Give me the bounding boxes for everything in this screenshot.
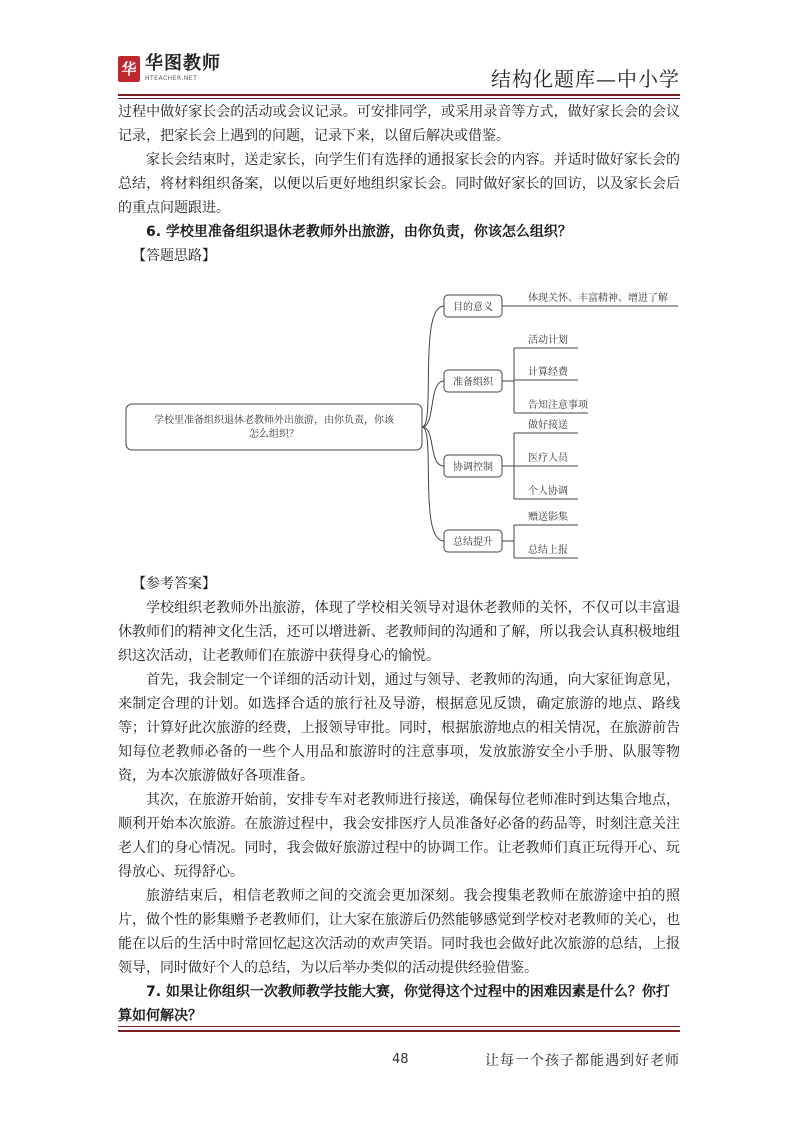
- section-tag-thinking: 【答题思路】: [132, 248, 216, 264]
- mindmap-center-line2: 怎么组织？: [249, 429, 299, 440]
- mindmap-branch-summary-label: 总结提升: [453, 537, 493, 548]
- paragraph: 家长会结束时，送走家长，向学生们有选择的通报家长会的内容。并适时做好家长会的总结，将材料组织备案，以便以后更好地组织家长会。同时做好家长的回访，以及家长会后的重点问题跟进。: [118, 152, 680, 216]
- document-title: 结构化题库—中小学: [491, 67, 680, 91]
- answer-paragraph-3: 其次，在旅游开始前，安排专车对老教师进行接送，确保每位老师准时到达集合地点，顺利开始本次旅游。在旅游过程中，我会安排医疗人员准备好必备的药品等，时刻注意关注老人们的身心情况。同时，我会做好旅游过程中的协调工作。让老教师们真正玩得开心、玩得放心、玩得舒心。: [118, 792, 680, 880]
- page-content: [118, 100, 680, 1028]
- mindmap-leaf-medical: 医疗人员: [528, 453, 568, 464]
- logo-icon: 华: [118, 56, 140, 82]
- mindmap-leaf-report: 总结上报: [528, 545, 568, 556]
- paragraph-continuation: 过程中做好家长会的活动或会议记录。可安排同学，或采用录音等方式，做好家长会的会议记录，把家长会上遇到的问题，记录下来，以留后解决或借鉴。: [118, 104, 680, 144]
- answer-paragraph-1: 学校组织老教师外出旅游，体现了学校相关领导对退休老教师的关怀，不仅可以丰富退休教师们的精神文化生活，还可以增进新、老教师间的沟通和了解，所以我会认真积极地组织这次活动，让老教师们在旅游中获得身心的愉悦。: [118, 600, 680, 664]
- footer-rule-thin: [118, 1026, 680, 1027]
- mindmap-leaf-plan: 活动计划: [528, 335, 568, 346]
- logo-url: HTEACHER.NET: [145, 75, 198, 82]
- mindmap-leaf-personal: 个人协调: [528, 486, 568, 497]
- question-6: 6. 学校里准备组织退休老教师外出旅游，由你负责，你该怎么组织？: [146, 224, 572, 240]
- mindmap-center-line1: 学校里准备组织退休老教师外出旅游，由你负责，你该: [154, 415, 394, 426]
- header-rule-thin: [118, 98, 680, 99]
- mindmap-branch-coordinate-label: 协调控制: [453, 462, 493, 473]
- header-rule: [118, 94, 680, 96]
- mindmap-leaf-notice: 告知注意事项: [528, 400, 588, 411]
- question-7: 7. 如果让你组织一次教师教学技能大赛，你觉得这个过程中的困难因素是什么？你打算如何解决？: [118, 984, 670, 1024]
- answer-paragraph-4: 旅游结束后，相信老教师之间的交流会更加深刻。我会搜集老教师在旅游途中拍的照片，做个性的影集赠予老教师们，让大家在旅游后仍然能够感觉到学校对老教师的关心，也能在以后的生活中时常回忆起这次活动的欢声笑语。同时我也会做好此次旅游的总结，上报领导，同时做好个人的总结，为以后举办类似的活动提供经验借鉴。: [118, 888, 680, 976]
- mindmap-center-node: [126, 404, 422, 450]
- brand-logo: [118, 55, 221, 82]
- mindmap-leaf-album: 赠送影集: [528, 512, 568, 523]
- mind-map: [118, 270, 680, 570]
- mindmap-branch-prepare-label: 准备组织: [453, 377, 493, 388]
- page-number: 48: [392, 1052, 409, 1067]
- footer-rule: [118, 1030, 680, 1032]
- mindmap-leaf-budget: 计算经费: [528, 367, 568, 378]
- mindmap-leaf-purpose: 体现关怀、丰富精神、增进了解: [528, 293, 668, 304]
- section-tag-answer: 【参考答案】: [132, 576, 216, 592]
- mindmap-leaf-transport: 做好接送: [528, 420, 568, 431]
- footer-slogan: 让每一个孩子都能遇到好老师: [485, 1053, 680, 1069]
- logo-name: 华图教师: [145, 53, 221, 74]
- mindmap-branch-purpose-label: 目的意义: [453, 302, 493, 313]
- answer-paragraph-2: 首先，我会制定一个详细的活动计划，通过与领导、老教师的沟通，向大家征询意见，来制定合理的计划。如选择合适的旅行社及导游，根据意见反馈，确定旅游的地点、路线等；计算好此次旅游的经费，上报领导审批。同时，根据旅游地点的相关情况，在旅游前告知每位老教师必备的一些个人用品和旅游时的注意事项，发放旅游安全小手册、队服等物资，为本次旅游做好各项准备。: [118, 672, 680, 784]
- page-header: [118, 55, 680, 95]
